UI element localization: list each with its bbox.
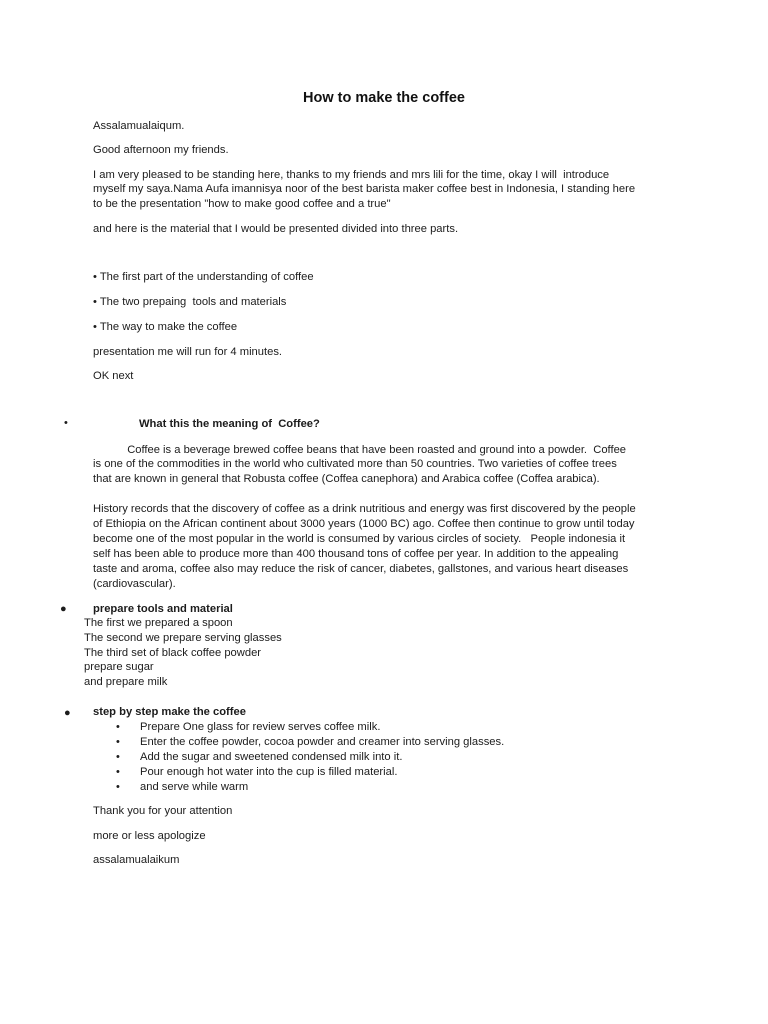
paragraph-line: History records that the discovery of coffee as a drink nutritious and energy was first discovered by the people bbox=[93, 503, 636, 515]
paragraph-line: that are known in general that Robusta coffee (Coffea canephora) and Arabica coffee (Coffea arabica). bbox=[93, 473, 600, 485]
step-bullet: • bbox=[116, 766, 120, 778]
afternoon-text: Good afternoon my friends. bbox=[93, 144, 229, 156]
step-item: Pour enough hot water into the cup is filled material. bbox=[140, 766, 398, 778]
part-item: • The two prepaing tools and materials bbox=[93, 296, 287, 308]
section-heading-meaning: What this the meaning of Coffee? bbox=[139, 418, 320, 430]
ok-next-text: OK next bbox=[93, 370, 134, 382]
step-item: Enter the coffee powder, cocoa powder and creamer into serving glasses. bbox=[140, 736, 505, 748]
section-bullet: • bbox=[64, 417, 68, 429]
paragraph-line: is one of the commodities in the world who cultivated more than 50 countries. Two varieties of coffee trees bbox=[93, 458, 617, 470]
intro-line: I am very pleased to be standing here, thanks to my friends and mrs lili for the time, okay I will introduce bbox=[93, 169, 610, 181]
list-item: and prepare milk bbox=[84, 676, 168, 688]
step-bullet: • bbox=[116, 751, 120, 763]
greeting-text: Assalamualaiqum. bbox=[93, 120, 185, 132]
section-bullet: ● bbox=[64, 707, 71, 719]
document-title: How to make the coffee bbox=[303, 90, 465, 106]
paragraph-line: Coffee is a beverage brewed coffee beans that have been roasted and ground into a powder. Coffee bbox=[93, 444, 627, 456]
closing-farewell: assalamualaikum bbox=[93, 854, 180, 866]
step-item: and serve while warm bbox=[140, 781, 249, 793]
duration-text: presentation me will run for 4 minutes. bbox=[93, 346, 283, 358]
closing-apologize: more or less apologize bbox=[93, 830, 206, 842]
list-item: The second we prepare serving glasses bbox=[84, 632, 282, 644]
intro-line: myself my saya.Nama Aufa imannisya noor of the best barista maker coffee best in Indonesia, I standing here bbox=[93, 183, 636, 195]
step-item: Add the sugar and sweetened condensed milk into it. bbox=[140, 751, 403, 763]
closing-thanks: Thank you for your attention bbox=[93, 805, 233, 817]
paragraph-line: become one of the most popular in the world is consumed by various circles of society. People indonesia it bbox=[93, 533, 626, 545]
section-bullet: ● bbox=[60, 603, 67, 615]
step-item: Prepare One glass for review serves coffee milk. bbox=[140, 721, 381, 733]
intro-line: to be the presentation "how to make good coffee and a true" bbox=[93, 198, 391, 210]
list-item: The first we prepared a spoon bbox=[84, 617, 233, 629]
material-intro-text: and here is the material that I would be presented divided into three parts. bbox=[93, 223, 459, 235]
section-heading-tools: prepare tools and material bbox=[93, 603, 233, 615]
paragraph-line: taste and aroma, coffee also may reduce the risk of cancer, diabetes, gallstones, and various heart diseases bbox=[93, 563, 629, 575]
paragraph-line: self has been able to produce more than 400 thousand tons of coffee per year. In addition to the appealing bbox=[93, 548, 619, 560]
step-bullet: • bbox=[116, 781, 120, 793]
part-item: • The first part of the understanding of coffee bbox=[93, 271, 314, 283]
list-item: The third set of black coffee powder bbox=[84, 647, 262, 659]
list-item: prepare sugar bbox=[84, 661, 154, 673]
paragraph-line: (cardiovascular). bbox=[93, 578, 176, 590]
step-bullet: • bbox=[116, 721, 120, 733]
paragraph-line: of Ethiopia on the African continent about 3000 years (1000 BC) ago. Coffee then continue to grow until today bbox=[93, 518, 635, 530]
step-bullet: • bbox=[116, 736, 120, 748]
part-item: • The way to make the coffee bbox=[93, 321, 238, 333]
section-heading-steps: step by step make the coffee bbox=[93, 706, 246, 718]
